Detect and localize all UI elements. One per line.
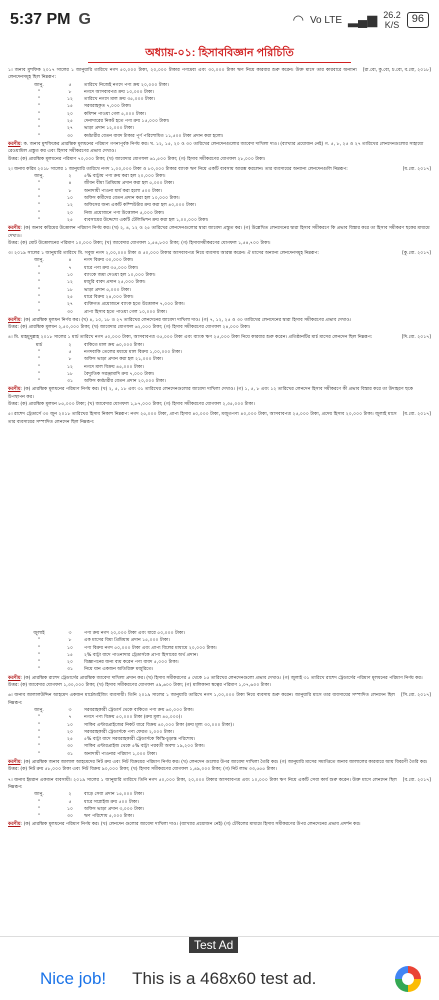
transaction-month: " (37, 744, 41, 750)
transaction-text: অফিস কর্মচারীর বেতন প্রদান ২০,০০০ টাকা। (84, 379, 166, 385)
transaction-month: " (37, 379, 41, 385)
transaction-date: ২ (68, 342, 72, 348)
transaction-text: নগদে পণ্য বিক্রয় ৫০,০০০ টাকা (ক্রয় মূল্য ৪৫,০০০)। (84, 715, 183, 721)
problem-text: ৪। মি. মাহমুদুল্লাহ ২০১৮ সালের ১ মার্চ তারিখে নগদ ৫০,০০০ টাকা, আসবাবপত্র ৩৫,০০০ টাকা এবং ব্যাংক ঋণ ২৫,০০০ টাকা নিয়ে কারবার শুরু করেন। প্রতিষ্ঠানটির মার্চ মাসের লেনদেন ছিল নিম্নরূপ: (8, 335, 373, 341)
problem-block (8, 67, 431, 163)
transaction-month: " (37, 364, 41, 370)
transaction-month: " (37, 97, 41, 103)
transaction-date: ৪ (68, 258, 72, 264)
transaction-text: নিয়ে যান একজন অতিরিক্ত মজুরিতে। (84, 667, 154, 673)
transaction-date: ৩০ (67, 744, 73, 750)
transaction-month: " (37, 722, 41, 728)
transaction-month: " (37, 645, 41, 651)
transaction-text: প্রাপ্য হিসাব হতে পাওয়া গেল ১০,০০০ টাকা। (84, 309, 167, 315)
requirements-label: করণীয় (8, 141, 21, 147)
transaction-list (22, 257, 431, 315)
transaction-month: " (37, 287, 41, 293)
transaction-date: ২৭ (67, 126, 73, 132)
requirements-label: করণীয় (8, 317, 21, 323)
transaction-text: বিজ্ঞাপনের জন্য ব্যয় করেন পণ্য বাবদ ৫,০০০ টাকা। (84, 660, 179, 666)
problem-block (8, 411, 431, 426)
transaction-text: তারিখে নিজেই নগদে পণ্য ক্রয় ২০,০০০ টাকা। (84, 82, 169, 88)
transaction-month: " (37, 126, 41, 132)
transaction-month: " (37, 638, 41, 644)
transaction-date: ২০ (67, 111, 73, 117)
transaction-date: ১৮ (67, 287, 73, 293)
answer-text: উত্তর: (ক) প্রারম্ভিক মূলধন ২,৫০,০০০ টাকা; (খ) জাবেদার যোগফল ৬২,০০০ টাকা; (গ) হিসাব সমীকরণের যোগফল ২৪,০০০ টাকা। (8, 325, 251, 331)
problem-statement (8, 166, 431, 173)
transaction-text: মজুরি বাবদ প্রদান ২৫,০০০ টাকা। (84, 280, 146, 286)
transaction-month: " (37, 273, 41, 279)
requirements: করণীয়: (ক) জনাব করিমের উত্তোলন পরিমাণ নির্ণয় কর। (খ) ২, ৪, ১২ ও ২৫ তারিখের লেনদেনগুলোর দ্বারা জাবেদা প্রস্তুত কর। (গ) উল্লেখিত লেনদেনের দ্বারা হিসাব সমীকরণে কি প্রভাব বিস্তার করে তা হিসাব সমীকরণ ছকের মাধ্যমে দেখাও। (8, 226, 430, 239)
transaction-month: " (37, 104, 41, 110)
transaction-month: " (37, 371, 41, 377)
transaction-text: অনাদায়ী পাওনা ধার্য করা হলো ৫০০ টাকা। (84, 188, 163, 194)
transaction-date: ১০ (67, 196, 73, 202)
document-page-1 (0, 40, 439, 605)
answer-text: উত্তর: (ক) মোট উত্তোলনের পরিমাণ ১০,০০০ টাকা; (খ) জাবেদার যোগফল ১,৫৪,৮০০ টাকা; (গ) হিসাবসমীকরণের যোগফল ১,৫৪,৭০০ টাকা। (8, 240, 271, 246)
requirements: করণীয়: (ক) প্রারম্ভিক জনাব জালাল আহমেদের নিট ক্রয় এবং নিট বিক্রয়ের পরিমাণ নির্ণয় কর। (খ) লেনদেন গুলোর উপর জাবেদা দাখিলা তৈরি কর। (গ) জানুয়ারি মাসের সমাপ্তিতে জনাব জালালের কারবারে আয় বিবরণী তৈরি কর। (8, 760, 428, 766)
transaction-month: মার্চ (35, 342, 43, 348)
transaction-text: ধারে পণ্য ক্রয় ৩৫,০০০ টাকা। (84, 265, 139, 271)
answer-text: উত্তর: (ক) প্রারম্ভিক মূলধন ৮৫,০০০ টাকা; (খ) জাবেদার যোগফল ১,৮৭,০০০ টাকা; (গ) হিসাব সমীকরণের যোগফল ২,৩৫,০০০ টাকা। (8, 402, 255, 408)
transaction-date: ৩১ (67, 751, 73, 757)
problem-statement (8, 692, 431, 707)
transaction-text: ধারে বিক্রয় ২৪,০০০ টাকা। (84, 294, 134, 300)
transaction-text: নিজ প্রয়োজনে পণ্য উত্তোলন ৫,০০০ টাকা। (84, 210, 165, 216)
problem-block (8, 166, 431, 247)
board-reference: [য.বো. ২০১৭] (402, 412, 431, 418)
problem-statement (8, 334, 431, 341)
problem-list (8, 67, 431, 426)
ad-banner[interactable] (0, 936, 439, 1000)
transaction-date: ২ (68, 174, 72, 180)
transaction-text: দেনাদারের নিকট হতে পণ্য ক্রয় ১৫,০০০ টাকা। (84, 119, 170, 125)
requirements-text: (ক) প্রারম্ভিক রাশেদ ট্রেডার্সের প্রারম্ভিক জাবেদা দাখিলা প্রদান কর। (খ) হিসাব সমীকরণের ৫ থেকে ১৫ তারিখের লেনদেনগুলো প্রভাব দেখাও। (গ) জুলাই ৩১ তারিখে রাশেদ ট্রেডার্সের পরিমাণ মূলধনের পরিমাণ নির্ণয় কর। (23, 675, 423, 681)
requirements: করণীয়: (ক) প্রারম্ভিক মূলধনের পরিমাণ নির্ণয় কর। (খ) ২, ৫, ১৮ এবং ৩১ তারিখের লেনদেনগুলোর জাবেদা দাখিলা দেখাও। (গ) ১, ৫, ৮ এবং ১২ তারিখের লেনদেন হিসাব সমীকরণে কী প্রভাব বিস্তার করে তা উদাহরণ ছকে উপস্থাপন কর। (8, 387, 413, 400)
transaction-text: ভাড়া প্রদান ১২,০০০ টাকা। (84, 126, 135, 132)
transaction-text: ব্যক্তিগত প্রয়োজনে ব্যাংক হতে উত্তোলন ৭,০০০ টাকা। (84, 302, 185, 308)
transaction-date: ১০ (67, 722, 73, 728)
transaction-date: ২০ (67, 729, 73, 735)
transaction-text: ভাড়া প্রদান ৫,০০০ টাকা। (84, 287, 132, 293)
transaction-month: " (37, 188, 41, 194)
requirements-text: (ক) প্রারম্ভিক জনাব জালাল আহমেদের নিট ক্রয় এবং নিট বিক্রয়ের পরিমাণ নির্ণয় কর। (খ) লেনদেন গুলোর উপর জাবেদা দাখিলা তৈরি কর। (গ) জানুয়ারি মাসের সমাপ্তিতে জনাব জালালের কারবারে আয় বিবরণী তৈরি কর। (23, 760, 428, 766)
transaction-list (22, 630, 431, 674)
transaction-text: বাকিতে মাল ক্রয় ৬০,০০০ টাকা। (84, 342, 144, 348)
transaction-text: ঋণ পরিশোধ ৫,০০০ টাকা। (84, 814, 134, 820)
requirements: করণীয়: (ক) প্রারম্ভিক মূলধন নির্ণয় কর। (খ) ৪, ১০, ১৮ ও ২৭ তারিখের লেনদেনের জাবেদা দাখিলা দাও। (গ) ৭, ১২, ২৫ ও ৩০ তারিখের লেনদেনের দ্বারা হিসাব সমীকরণের প্রভাব দেখাও। (8, 317, 352, 323)
transaction-date: ২৫ (67, 737, 73, 743)
transaction-list (22, 791, 431, 820)
transaction-date: ২৫ (67, 119, 73, 125)
transaction-date: ৩০ (67, 309, 73, 315)
requirements-label: করণীয় (8, 226, 21, 232)
requirements-label: করণীয় (8, 760, 21, 766)
transaction-text: অফিস ভাড়া প্রদান ৩,০০০ টাকা। (84, 806, 145, 812)
transaction-date: ১০ (67, 806, 73, 812)
transaction-date: ৫ (68, 349, 72, 355)
problem-statement (8, 411, 431, 426)
transaction-month: " (37, 814, 41, 820)
wifi-icon: ◠ (292, 12, 304, 27)
transaction-text: বাড়ে সেবা প্রদান ১৫,০০০ টাকা। (84, 792, 144, 798)
transaction-list (22, 82, 431, 140)
transaction-text: সাকিব এন্টারপ্রাইজ থেকে ৫% বাট্টা পরবর্তী অবশ্য ১৯,২০০ টাকা। (84, 744, 205, 750)
transaction-text: সরবরাহকৃত ৭,০০০ টাকা। (84, 104, 132, 110)
transaction-text: নগদ বিক্রয় ৩০,০০০ টাকা। (84, 258, 134, 264)
document-page-2 (0, 630, 439, 936)
transaction-month: জানু. (34, 707, 44, 713)
answer-text: উত্তর: (ক) প্রারম্ভিক মূলধনের পরিমাণ ৭০,০০০ টাকা; (খ) জাবেদার যোগফল ৬১,৫০০ টাকা; (গ) হিসাব সমীকরণের যোগফল ২৮,০০০ টাকা। (8, 156, 266, 162)
transaction-date: ১০ (67, 273, 73, 279)
problem-list (8, 692, 431, 828)
transaction-month: " (37, 309, 41, 315)
transaction-month: " (37, 119, 41, 125)
speed-unit: K/S (384, 20, 400, 30)
transaction-month: জানু. (34, 792, 44, 798)
battery-icon: 96 (407, 12, 429, 28)
answer-text: উত্তর: (ক) জাবেদার যোগফল ১,৩০,০০০ টাকা; (খ) হিসাব সমীকরণের যোগফল ৫৯,৬০০ টাকা; (গ) মালিকানা স্বত্বের পরিমাণ ১,০৭,৬০০ টাকা। (8, 683, 271, 689)
transaction-text: সাকিব এন্টারপ্রাইজের নিকট ধারে বিক্রয় ৪০,০০০ টাকা (ক্রয় মূল্য ৩০,০০০ টাকা)। (84, 722, 234, 728)
transaction-date: ২০ (67, 210, 73, 216)
problem-text: ৫। রাশেদ ট্রেডার্সে ৩০ জুন ২০১৮ তারিখের হিসাব নিকাশ নিম্নরূপ: নগদ ২৫,০০০ টাকা, প্রাপ্য হিসাব ৪০,০০০ টাকা, মজুতপণ্য ৪০,০০০ টাকা, আসবাবপত্র ২৫,০০০ টাকা, প্রদেয় হিসাব ২০,০০০ টাকা। জুলাই মাসে তার ব্যবসায়ের সম্পাদিত লেনদেন ছিল নিম্নরূপ: (8, 412, 397, 425)
transaction-date: ৭ (68, 265, 72, 271)
problem-text: ২। জনাব করিম ২০১৮ সালের ১ জানুয়ারি তারিখে নগদ ১,০০,০০০ টাকা ও ৮০,০০০ টাকার ব্যাংক ঋণ নিয়ে একটি ব্যবসায় আরম্ভ করলেন। তার ব্যবসায়ের অন্যান্য লেনদেনগুলি নিম্নরূপ: (8, 166, 348, 172)
speed-value: 26.2 (383, 10, 401, 20)
board-reference: [য.বো. ২০১৭] (402, 166, 431, 172)
transaction-month: " (37, 302, 41, 308)
transaction-month: জুলাই (33, 631, 45, 636)
ad-headline: Nice job! (40, 969, 107, 988)
requirements-text: (ক) প্রারম্ভিক মূলধনের পরিমাণ নির্ণয় কর। (খ) লেনদেন গুলোর জাবেদা দাখিলা দাও। (ব্যাখ্যার প্রয়োজন নেই) (গ) টেবিলের মাধ্যমে হিসাব সমীকরণের উপর লেনদেনের প্রভাব প্রদর্শন কর। (23, 822, 361, 828)
transaction-text: জীবন বীমা প্রিমিয়াম প্রদান করা হল ৫,০০০ টাকা। (84, 181, 175, 187)
transaction-month: " (37, 181, 41, 187)
transaction-text: এক মাসের বিমা প্রিমিয়াম প্রদান ১৫,০০০ টাকা। (84, 638, 171, 644)
transaction-date: ১২ (67, 97, 73, 103)
transaction-date: ৪ (68, 181, 72, 187)
problem-block (8, 777, 431, 829)
transaction-date: ১২ (67, 364, 73, 370)
transaction-date: ২৫ (67, 217, 73, 223)
transaction-month: " (37, 652, 41, 658)
transaction-month: " (37, 111, 41, 117)
transaction-text: নগদবাকি তেলের মধ্যমে মাল বিক্রয় ১,০০,০০০ টাকা। (84, 349, 182, 355)
problem-block (8, 692, 431, 773)
transaction-text: ব্যবসায়ের উদ্দেশ্যে একটি টেলিভিশন ক্রয় করা হল ১,০০,০০০ টাকা। (84, 217, 209, 223)
requirements-label: করণীয় (8, 822, 21, 828)
transaction-month: জানু. (34, 82, 44, 88)
transaction-date: ৩০ (67, 814, 73, 820)
ad-body: This is a 468x60 test ad. (132, 969, 317, 988)
status-time: 5:37 PM (10, 11, 71, 28)
transaction-month: " (37, 89, 41, 95)
problem-block (8, 250, 431, 331)
transaction-text: অফিস কর্মীদের বেতন প্রদান করা হল ১০,০০০ টাকা। (84, 196, 180, 202)
transaction-month: জানু. (34, 174, 44, 180)
transaction-text: অনাদায়ী পাওনার পরিমাণ ১,০০০ টাকা। (84, 751, 158, 757)
transaction-month: " (37, 737, 41, 743)
transaction-text: অফিসের জন্য একটি কম্পিউটার ক্রয় করা হল ৪০,০০০ টাকা। (84, 203, 197, 209)
transaction-month: " (37, 729, 41, 735)
transaction-list (22, 342, 431, 386)
transaction-text: তারিখে নগদে মাল ক্রয় ৩৫,০০০ টাকা। (84, 97, 156, 103)
transaction-date: ৮ (68, 89, 72, 95)
requirements-label: করণীয় (8, 387, 21, 393)
transaction-date: ২৭ (67, 302, 73, 308)
transaction-text: সরবরাহকারী ট্রেডার্সকে পণ্য ফেরত ২,০০০ টাকা। (84, 729, 174, 735)
transaction-date: ৭ (68, 715, 72, 721)
problem-statement (8, 250, 431, 257)
transaction-date: ৮ (68, 188, 72, 194)
transaction-text: বৈদ্যুতিক সরঞ্জামাদি ক্রয় ৭,০০০ টাকা। (84, 371, 155, 377)
answer-text: উত্তর: (ক) নিট ক্রয় ৫৮,০০০ টাকা এবং নিট বিক্রয় ৯০,০০০ টাকা; (খ) হিসাব সমীকরণের যোগফল ১,৪৯,০০০ টাকা; (গ) নিট লাভ ৩৩,৫৫৫ টাকা। (8, 767, 277, 773)
transaction-date: ১৮ (67, 371, 73, 377)
transaction-date: ৫ (68, 82, 72, 88)
ad-content[interactable] (0, 957, 439, 1000)
transaction-text: পণ্য বিক্রয় নগদ ৫০,০০০ টাকা এবং প্রাপ্য বিলের মাধ্যমে ২০,০০০ টাকা। (84, 645, 217, 651)
requirements-text: ক. জনাব মুশফিকের প্রারম্ভিক মূলধনের পরিমাণ গণনাপূর্বক নির্ণয় কর। খ. ১২, ১৫, ২০ ও ৩০ তারিখের লেনদেনগুলোর জাবেদা দাখিলা দাও। (ব্যাখ্যার প্রয়োজন নেই) গ. ৫, ৮, ২৫ ও ২৭ তারিখের লেনদেনগুলোর সাহায্যে রেওয়ামিল প্রস্তুত কর এবং হিসাব সমীকরণের প্রভাব দেখাও। (8, 141, 424, 155)
transaction-month: " (37, 210, 41, 216)
board-reference: [সি.বো. ২০১৭] (400, 693, 431, 699)
transaction-date: ৮ (68, 357, 72, 363)
transaction-month: " (37, 265, 41, 271)
transaction-date: ৩ (68, 707, 72, 713)
requirements-text: (ক) প্রারম্ভিক মূলধনের পরিমাণ নির্ণয় কর। (খ) ২, ৫, ১৮ এবং ৩১ তারিখের লেনদেনগুলোর জাবেদা দাখিলা দেখাও। (গ) ১, ৫, ৮ এবং ১২ তারিখের লেনদেন হিসাব সমীকরণে কী প্রভাব বিস্তার করে তা উদাহরণ ছকে উপস্থাপন কর। (8, 387, 413, 400)
problem-text: ৭। জনাব ইমরান একজন ব্যবসায়ী। ২০১৯ সালের ১ জানুয়ারি তারিখে তিনি নগদ ৫০,০০০ টাকা, ২০,০০০ টাকার আসবাবপত্র এবং ১০,০০০ টাকা ঋণ নিয়ে একটি সেবা কার্য শুরু করেন। উক্ত মাসে লেনদেন ছিল নিম্নরূপ: (8, 777, 397, 790)
requirements-text: (ক) প্রারম্ভিক মূলধন নির্ণয় কর। (খ) ৪, ১০, ১৮ ও ২৭ তারিখের লেনদেনের জাবেদা দাখিলা দাও। (গ) ৭, ১২, ২৫ ও ৩০ তারিখের লেনদেনের দ্বারা হিসাব সমীকরণের প্রভাব দেখাও। (23, 317, 352, 323)
transaction-date: ১৫ (67, 104, 73, 110)
transaction-month: " (37, 806, 41, 812)
requirements: করণীয়: ক. জনাব মুশফিকের প্রারম্ভিক মূলধনের পরিমাণ গণনাপূর্বক নির্ণয় কর। খ. ১২, ১৫, ২০ ও ৩০ তারিখের লেনদেনগুলোর জাবেদা দাখিলা দাও। (ব্যাখ্যার প্রয়োজন নেই) গ. ৫, ৮, ২৫ ও ২৭ তারিখের লেনদেনগুলোর সাহায্যে রেওয়ামিল প্রস্তুত কর এবং হিসাব সমীকরণের প্রভাব দেখাও। (8, 141, 424, 155)
transaction-list (22, 707, 431, 758)
transaction-month: " (37, 133, 41, 139)
transaction-date: ৩১ (67, 379, 73, 385)
transaction-date: ২ (68, 792, 72, 798)
transaction-text: ব্যাংকে জমা দেওয়া হল ১০,০০০ টাকা। (84, 273, 156, 279)
board-reference: [ব.বো. ২০১৭] (402, 777, 431, 783)
board-reference: [রা.বো, কু.বো, চ.বো, ব.বো, ২০১৮] (362, 68, 431, 73)
transaction-text: ২% বাট্টা বাদে পাওনাদার ট্রেডার্সকে প্রাপ্য হিসাবের অর্থ প্রদান। (84, 652, 199, 658)
transaction-text: সরবরাহকারী ট্রেডার্স থেকে বাকিতে পণ্য ক্রয় ৬০,০০০ টাকা। (84, 707, 194, 713)
transaction-month: " (37, 799, 41, 805)
problem-text: ৬। জনাব জালালউদ্দিন আহমেদ একজন মার্চেন্ডাইজিং ব্যবসায়ী। তিনি ২০১৯ সালের ১ জানুয়ারি তারিখে নগদ ১,০০,০০০ টাকা নিয়ে ব্যবসায় শুরু করেন। জানুয়ারি মাসে তার ব্যবসায়ের সম্পাদিত লেনদেন ছিল নিম্নরূপ: (8, 693, 395, 706)
signal-icon: ▂▄▆ (348, 12, 378, 27)
status-bar (0, 0, 439, 40)
transaction-month: " (37, 349, 41, 355)
google-app-icon: G (78, 11, 91, 28)
network-speed (383, 10, 401, 30)
chapter-title: অধ্যায়-০১: হিসাববিজ্ঞান পরিচিতি (88, 46, 351, 63)
board-reference: [কু.বো. ২০১৭] (402, 251, 431, 257)
transaction-text: নগদে মাল বিক্রয় ৪৫,০০০ টাকা। (84, 364, 144, 370)
transaction-month: " (37, 280, 41, 286)
problem-statement (8, 777, 431, 792)
transaction-text: ৫% বাট্টা বাদে সরবরাহকারী ট্রেডার্সকে কিস্তি-চূড়ান্ত পরিশোধ। (84, 737, 196, 743)
transaction-text: পণ্য ক্রয় নগদ ২০,০০০ টাকা এবং ধারে ৫০,০০০ টাকা। (84, 631, 186, 636)
transaction-month: " (37, 751, 41, 757)
transaction-text: নগদে আসবাবপত্র ক্রয় ১০,০০০ টাকা। (84, 89, 155, 95)
transaction-date: ৩০ (67, 133, 73, 139)
board-reference: [দি.বো. ২০১৭] (401, 335, 431, 341)
transaction-date: ২০ (67, 660, 73, 666)
transaction-list (22, 173, 431, 224)
requirements-text: (ক) জনাব করিমের উত্তোলন পরিমাণ নির্ণয় কর। (খ) ২, ৪, ১২ ও ২৫ তারিখের লেনদেনগুলোর দ্বারা জাবেদা প্রস্তুত কর। (গ) উল্লেখিত লেনদেনের দ্বারা হিসাব সমীকরণে কি প্রভাব বিস্তার করে তা হিসাব সমীকরণ ছকের মাধ্যমে দেখাও। (8, 226, 430, 239)
requirements: করণীয়: (ক) প্রারম্ভিক রাশেদ ট্রেডার্সের প্রারম্ভিক জাবেদা দাখিলা প্রদান কর। (খ) হিসাব সমীকরণের ৫ থেকে ১৫ তারিখের লেনদেনগুলো প্রভাব দেখাও। (গ) জুলাই ৩১ তারিখে রাশেদ ট্রেডার্সের পরিমাণ মূলধনের পরিমাণ নির্ণয় কর। (8, 675, 423, 681)
transaction-date: ১০ (67, 645, 73, 651)
problem-block (8, 334, 431, 408)
document-viewer[interactable] (0, 40, 439, 936)
transaction-date: ১২ (67, 203, 73, 209)
transaction-date: ২৫ (67, 294, 73, 300)
transaction-month: " (37, 357, 41, 363)
transaction-text: ৫% বাট্টায় পণ্য ক্রয় করা হল ২০,০০০ টাকা। (84, 174, 166, 180)
transaction-date: ৮ (68, 638, 72, 644)
transaction-date: ৫ (68, 799, 72, 805)
problem-text: ১। জনাব মুশফিক ২০১৭ সালের ১ জানুয়ারি তারিখে নগদ ৫০,০০০ টাকা, ২০,০০০ টাকার পণ্যদ্রব্য এবং ৩০,০০০ টাকা ঋণ নিয়ে কারবার শুরু করেন। উক্ত মাসে তার কারবারে অন্যান্য লেনদেনসমূহ ছিল নিম্নরূপ: (8, 68, 357, 81)
transaction-text: কমিশন পাওয়া গেল ৫,০০০ টাকা। (84, 111, 146, 117)
transaction-date: ৩১ (67, 667, 73, 673)
transaction-date: ১৫ (67, 652, 73, 658)
transaction-month: " (37, 667, 41, 673)
problem-statement (8, 67, 431, 82)
transaction-month: " (37, 294, 41, 300)
problem-text: ৩। ২০১৯ সালের ১ জানুয়ারি তারিখে মি. সবুজ নগদ ২,০০,০০০ টাকা ও ৫০,০০০ টাকার আসবাবপত্র নিয়ে ব্যবসায় আরম্ভ করেন। ঐ মাসের অন্যান্য লেনদেনসমূহ নিম্নরূপ: (8, 251, 319, 257)
transaction-month: " (37, 217, 41, 223)
transaction-month: " (37, 196, 41, 202)
requirements: করণীয়: (ক) প্রারম্ভিক মূলধনের পরিমাণ নির্ণয় কর। (খ) লেনদেন গুলোর জাবেদা দাখিলা দাও। (ব্যাখ্যার প্রয়োজন নেই) (গ) টেবিলের মাধ্যমে হিসাব সমীকরণের উপর লেনদেনের প্রভাব প্রদর্শন কর। (8, 822, 361, 828)
ad-label: Test Ad (189, 937, 238, 953)
status-icons (293, 10, 429, 30)
transaction-text: ধারে সাপ্লাইজ ক্রয় ৫০০ টাকা। (84, 799, 139, 805)
ad-logo-icon[interactable] (395, 966, 421, 992)
transaction-month: জানু. (34, 258, 44, 264)
transaction-month: " (37, 660, 41, 666)
requirements-label: করণীয় (8, 675, 21, 681)
transaction-text: অফিস ভাড়া প্রদান করা হল ২১,০০০ টাকা। (84, 357, 164, 363)
transaction-date: ১২ (67, 280, 73, 286)
transaction-month: " (37, 203, 41, 209)
network-type: Vo LTE (309, 14, 342, 26)
transaction-text: কর্মচারীর বেতন বাবদ টাকার পূর্ণ পরিশোধিত ১১,৫০০ টাকা প্রদান করা হলো। (84, 133, 224, 139)
transaction-date: ৩ (68, 631, 72, 636)
transaction-month: " (37, 715, 41, 721)
